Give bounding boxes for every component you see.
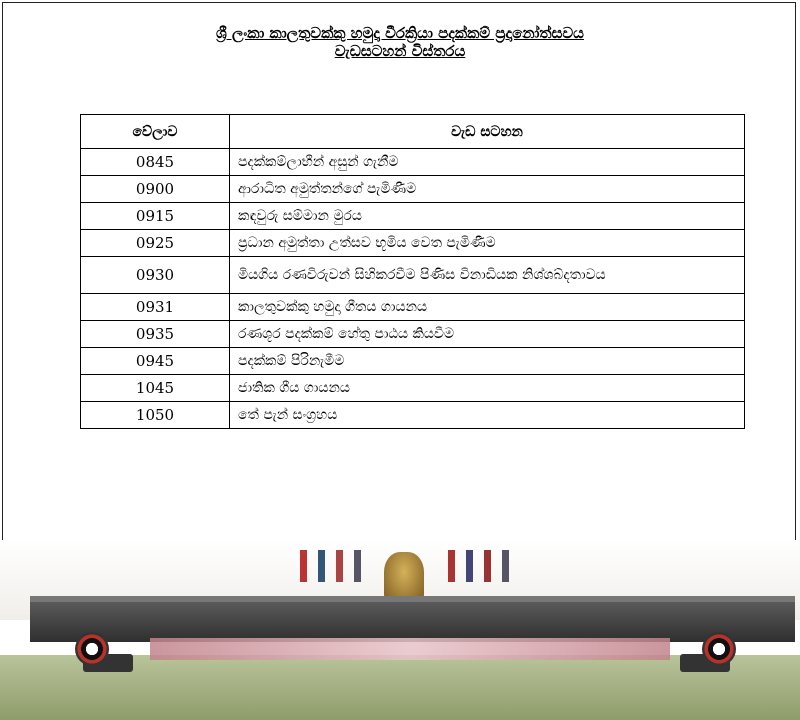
event-cell: මියගිය රණවිරුවන් සිහිකරවීම පිණිස විනාඩියක නිශ්ශබ්දතාවය: [230, 257, 745, 294]
table-row: [81, 176, 745, 203]
time-cell: 0945: [81, 348, 230, 375]
page-title: ශ්‍රී ලංකා කාලතුවක්කු හමුදා වීරක්‍රියා පදක්කම් ප්‍රදානෝත්සවය: [216, 24, 584, 42]
time-cell: 0931: [81, 294, 230, 321]
table-header-row: [81, 115, 745, 149]
table-row: [81, 375, 745, 402]
event-cell: කඳවුරු සම්මාන මුරය: [230, 203, 745, 230]
table-row: [81, 348, 745, 375]
table-row: [81, 257, 745, 294]
red-carpet: [150, 638, 670, 660]
flag-icon: [354, 550, 361, 582]
flag-icon: [502, 550, 509, 582]
flag-icon: [448, 550, 455, 582]
column-header-time: වේලාව: [81, 115, 230, 149]
column-header-event: වැඩ සටහන: [230, 115, 745, 149]
event-cell: ප්‍රධාන අමුත්තා උත්සව භූමිය වෙත පැමිණීම: [230, 230, 745, 257]
time-cell: 1045: [81, 375, 230, 402]
event-cell: පදක්කම් පිරිනැමීම: [230, 348, 745, 375]
time-cell: 0915: [81, 203, 230, 230]
event-cell: ජාතික ගීය ගායනය: [230, 375, 745, 402]
event-cell: කාලතුවක්කු හමුදා ගීතය ගායනය: [230, 294, 745, 321]
flag-icon: [300, 550, 307, 582]
time-cell: 0845: [81, 149, 230, 176]
schedule-table: [80, 114, 745, 429]
flag-icon: [336, 550, 343, 582]
table-row: [81, 294, 745, 321]
table-row: [81, 402, 745, 429]
flag-icon: [466, 550, 473, 582]
flag-icon: [318, 550, 325, 582]
table-row: [81, 149, 745, 176]
time-cell: 0900: [81, 176, 230, 203]
cannon-icon: [680, 632, 740, 666]
table-row: [81, 203, 745, 230]
event-cell: ආරාධිත අමුත්තන්ගේ පැමිණීම: [230, 176, 745, 203]
event-cell: තේ පැන් සංග්‍රහය: [230, 402, 745, 429]
time-cell: 0930: [81, 257, 230, 294]
page-subtitle: වැඩසටහන් විස්තරය: [334, 42, 466, 60]
flag-icon: [484, 550, 491, 582]
time-cell: 1050: [81, 402, 230, 429]
statue-icon: [384, 552, 424, 602]
table-row: [81, 230, 745, 257]
time-cell: 0925: [81, 230, 230, 257]
table-row: [81, 321, 745, 348]
event-cell: රණශූර පදක්කම් හේතු පාඨය කියවීම: [230, 321, 745, 348]
time-cell: 0935: [81, 321, 230, 348]
cannon-icon: [75, 632, 135, 666]
event-cell: පදක්කම්ලාභීන් අසුන් ගැනීම: [230, 149, 745, 176]
